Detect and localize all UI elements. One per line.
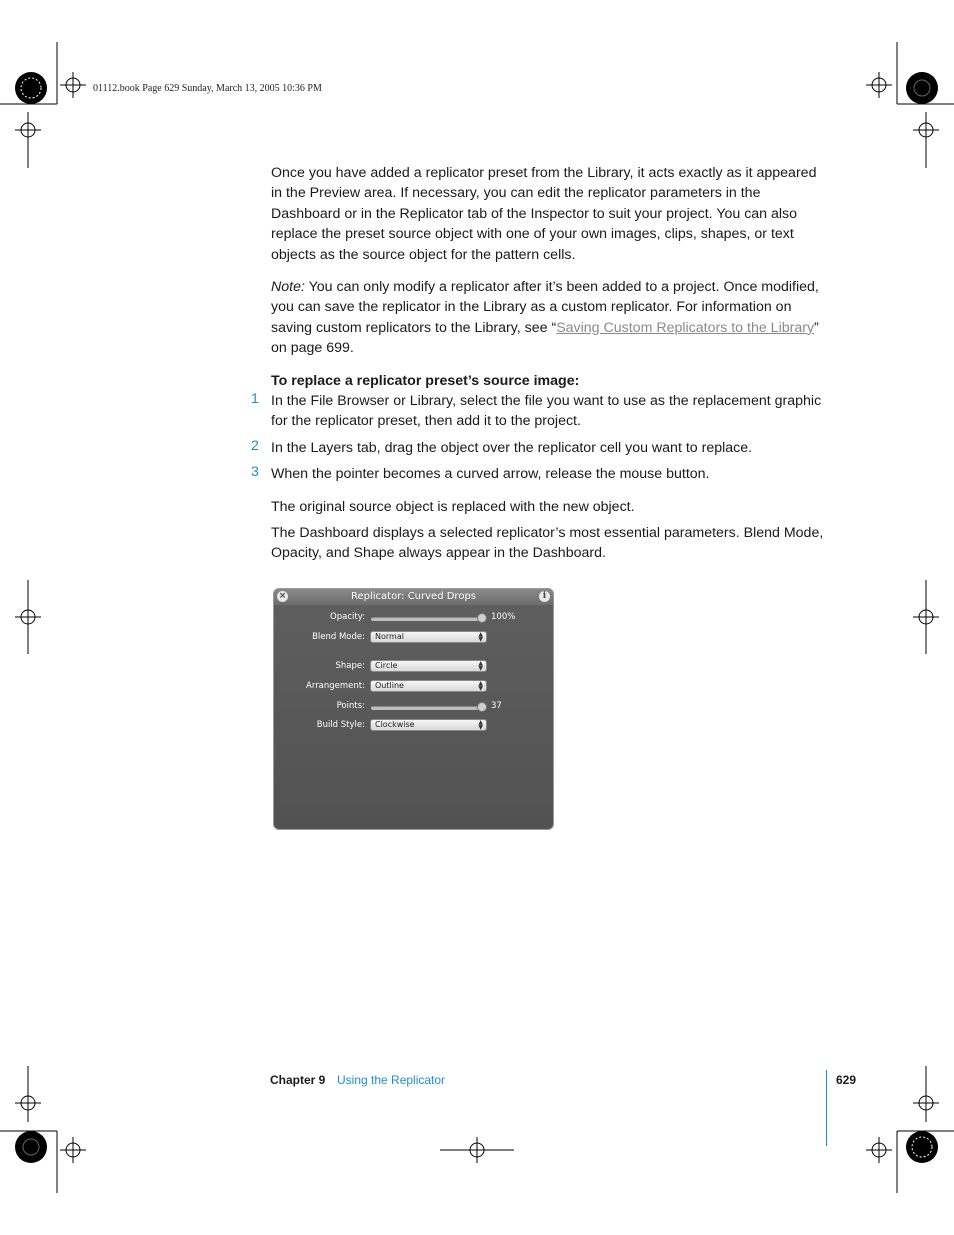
close-icon[interactable]: × xyxy=(278,591,287,601)
arrangement-label: Arrangement: xyxy=(306,681,365,691)
opacity-label: Opacity: xyxy=(330,612,365,622)
build-style-value: Clockwise xyxy=(375,720,415,729)
points-label: Points: xyxy=(336,701,365,711)
build-style-label: Build Style: xyxy=(316,720,365,730)
page-number: 629 xyxy=(836,1073,857,1087)
step-text: In the Layers tab, drag the object over the replicator cell you want to replace. xyxy=(271,440,753,456)
step-number: 3 xyxy=(251,464,259,480)
footer-chapter: Chapter 9 xyxy=(270,1073,326,1087)
shape-label: Shape: xyxy=(335,661,365,671)
shape-value: Circle xyxy=(375,661,398,670)
hud-title-bar xyxy=(274,589,553,605)
opacity-slider-knob[interactable] xyxy=(477,613,487,623)
build-style-popup[interactable] xyxy=(370,719,487,731)
replicator-dashboard xyxy=(273,588,554,830)
step-number: 2 xyxy=(251,438,259,454)
info-icon[interactable]: i xyxy=(539,591,550,602)
blend-mode-popup[interactable] xyxy=(370,631,487,643)
note-label: Note: xyxy=(271,279,305,295)
note-tail: ” on page 699. xyxy=(271,319,819,357)
opacity-value: 100% xyxy=(491,612,516,622)
step-number: 1 xyxy=(251,391,259,407)
footer-divider xyxy=(826,1070,827,1146)
paragraph-note xyxy=(271,277,831,359)
blend-mode-label: Blend Mode: xyxy=(312,632,365,642)
points-value: 37 xyxy=(491,701,502,711)
popup-arrows-icon: ▲ ▼ xyxy=(478,719,483,731)
arrangement-value: Outline xyxy=(375,681,404,690)
opacity-slider[interactable] xyxy=(371,617,481,621)
hud-title: Replicator: Curved Drops xyxy=(351,591,476,602)
print-slug: 01112.book Page 629 Sunday, March 13, 2005 10:36 PM xyxy=(93,83,322,94)
points-slider[interactable] xyxy=(371,706,481,710)
step-text: When the pointer becomes a curved arrow, release the mouse button. xyxy=(271,466,710,482)
footer-chapter-title: Using the Replicator xyxy=(337,1073,446,1087)
step-text: In the File Browser or Library, select the file you want to use as the replacement graphic for the replicator preset, then add it to the project. xyxy=(271,393,822,430)
paragraph-result: The original source object is replaced with the new object. xyxy=(271,499,635,515)
popup-arrows-icon: ▲ ▼ xyxy=(478,631,483,643)
popup-arrows-icon: ▲ ▼ xyxy=(478,660,483,672)
popup-arrows-icon: ▲ ▼ xyxy=(478,680,483,692)
task-heading: To replace a replicator preset’s source image: xyxy=(271,373,580,389)
arrangement-popup[interactable] xyxy=(370,680,487,692)
blend-mode-value: Normal xyxy=(375,632,404,641)
paragraph-intro: Once you have added a replicator preset from the Library, it acts exactly as it appeared in the Preview area. If necessary, you can edit the replicator parameters in the Dashboard or in the Replicator tab of the Inspector to suit your project. You can also replace the preset source object with one of your own images, clips, shapes, or text objects as the source object for the pattern cells. xyxy=(271,165,817,263)
note-text: You can only modify a replicator after it’s been added to a project. Once modified, you can save the replicator in the Library as a custom replicator. For information on saving custom replicators to the Library, see “ xyxy=(271,279,819,336)
paragraph-dashboard: The Dashboard displays a selected replicator’s most essential parameters. Blend Mode, Opacity, and Shape always appear in the Dashboard. xyxy=(271,525,824,562)
shape-popup[interactable] xyxy=(370,660,487,672)
points-slider-knob[interactable] xyxy=(477,702,487,712)
cross-reference-link[interactable]: Saving Custom Replicators to the Library xyxy=(556,319,815,336)
